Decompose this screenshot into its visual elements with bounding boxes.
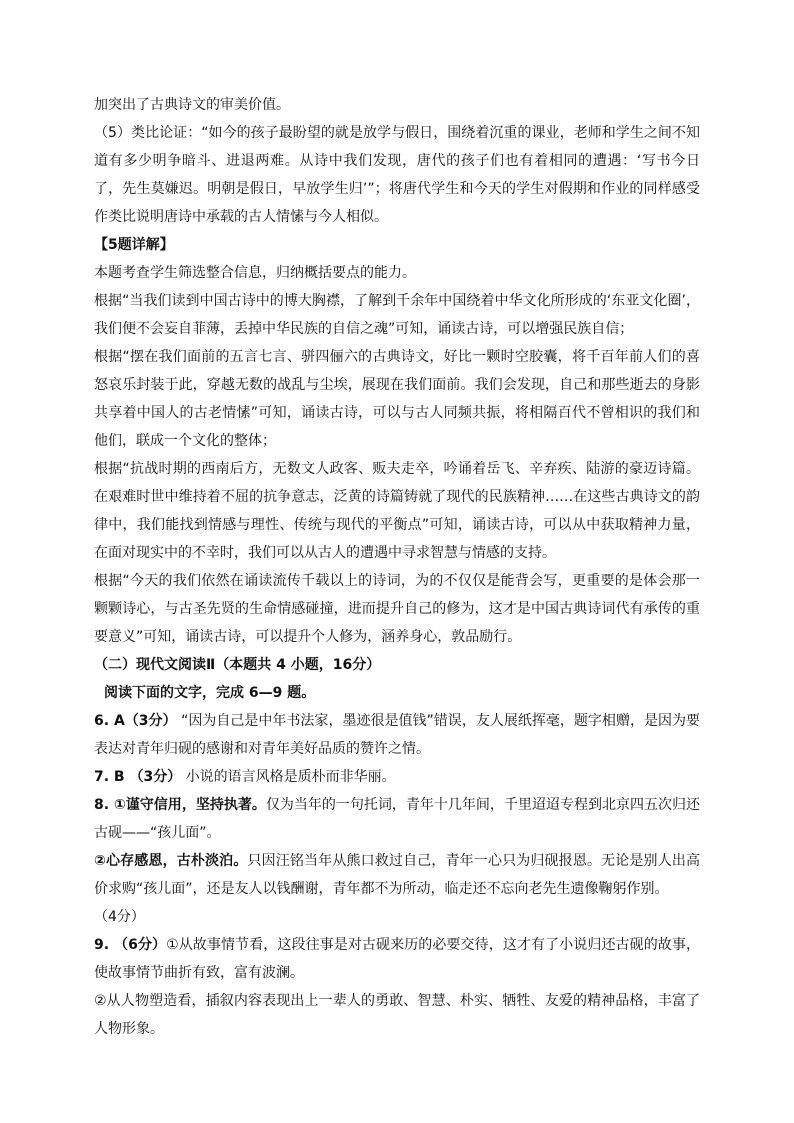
answer-q9-point2: ②从人物塑造看，插叙内容表现出上一辈人的勇敢、智慧、朴实、牺牲、友爱的精神品格，丰富了人物形象。 xyxy=(94,993,700,1037)
section-heading-modern-reading: （二）现代文阅读Ⅱ（本题共 4 小题，16分） xyxy=(94,657,381,673)
answer-q6-text: “因为自己是中年书法家，墨迹很是值钱”错误，友人展纸挥毫，题字相赠，是因为要表达对青年归砚的感谢和对青年美好品质的赞许之情。 xyxy=(94,713,700,757)
answer-q9-point1-text: ①从故事情节看，这段往事是对古砚来历的必要交待，这才有了小说归还古砚的故事，使故事情节曲折有致，富有波澜。 xyxy=(94,937,700,981)
answer-q7 xyxy=(94,763,700,791)
paragraph-analogy-argument: （5）类比论证：“如今的孩子最盼望的就是放学与假日，围绕着沉重的课业，老师和学生之间不知道有多少明争暗斗、进退两难。从诗中我们发现，唐代的孩子们也有着相同的遭遇：‘写书今日了，先生莫嫌迟。明朝是假日，早放学生归’”；将唐代学生和今天的学生对假期和作业的同样感受作类比说明唐诗中承载的古人情愫与今人相似。 xyxy=(94,125,700,225)
heading-q5-detail: 【5题详解】 xyxy=(94,237,174,253)
answer-q8-point2 xyxy=(94,847,700,903)
paragraph-q5-point4: 根据“今天的我们依然在诵读流传千载以上的诗词，为的不仅仅是能背会写，更重要的是体会那一颗颗诗心，与古圣先贤的生命情感碰撞，进而提升自己的修为，这才是中国古典诗词代有承传的重要意义”可知，诵读古诗，可以提升个人修为，涵养身心，敦品励行。 xyxy=(94,573,700,645)
answer-q8-point2-lead: ②心存感恩，古朴淡泊。 xyxy=(94,853,248,869)
paragraph-q5-intro: 本题考查学生筛选整合信息，归纳概括要点的能力。 xyxy=(94,265,416,281)
paragraph-q5-point3: 根据“抗战时期的西南后方，无数文人政客、贩夫走卒，吟诵着岳飞、辛弃疾、陆游的豪迈诗篇。在艰难时世中维持着不屈的抗争意志，泛黄的诗篇铸就了现代的民族精神……在这些古典诗文的韵律中，我们能找到情感与理性、传统与现代的平衡点”可知，诵读古诗，可以从中获取精神力量，在面对现实中的不幸时，我们可以从古人的遭遇中寻求智慧与情感的支持。 xyxy=(94,461,700,561)
document-body xyxy=(94,91,700,1043)
answer-q6 xyxy=(94,707,700,763)
answer-q7-lead: 7. B （3分） xyxy=(94,769,182,785)
paragraph-q5-point2: 根据“摆在我们面前的五言七言、骈四俪六的古典诗文，好比一颗时空胶囊，将千百年前人们的喜怒哀乐封装于此，穿越无数的战乱与尘埃，展现在我们面前。我们会发现，自己和那些逝去的身影共享着中国人的古老情愫”可知，诵读古诗，可以与古人同频共振，将相隔百代不曾相识的我们和他们，联成一个文化的整体； xyxy=(94,349,700,449)
answer-q9-point1 xyxy=(94,931,700,987)
answer-q7-text: 小说的语言风格是质朴而非华丽。 xyxy=(185,769,396,785)
answer-q8-point2-text: 只因汪铭当年从熊口救过自己，青年一心只为归砚报恩。无论是别人出高价求购“孩儿面”，还是友人以钱酬谢，青年都不为所动，临走还不忘向老先生遗像鞠躬作别。 xyxy=(94,853,700,897)
answer-q6-lead: 6. A（3分） xyxy=(94,713,177,729)
paragraph-aesthetic-value: 加突出了古典诗文的审美价值。 xyxy=(94,97,290,113)
answer-q9-lead: 9. （6分） xyxy=(94,937,167,953)
answer-q8-point1 xyxy=(94,791,700,847)
answer-q8-point1-lead: 8. ①谨守信用，坚持执著。 xyxy=(94,797,266,813)
section-instruction: 阅读下面的文字，完成 6—9 题。 xyxy=(104,685,316,701)
paragraph-q5-point1: 根据“当我们读到中国古诗中的博大胸襟，了解到千余年中国绕着中华文化所形成的‘东亚文化圈’，我们便不会妄自菲薄，丢掉中华民族的自信之魂”可知，诵读古诗，可以增强民族自信； xyxy=(94,293,700,337)
answer-q8-point1-text: 仅为当年的一句托词，青年十几年间，千里迢迢专程到北京四五次归还古砚——“孩儿面”。 xyxy=(94,797,701,841)
answer-q8-score: （4分） xyxy=(94,909,145,925)
